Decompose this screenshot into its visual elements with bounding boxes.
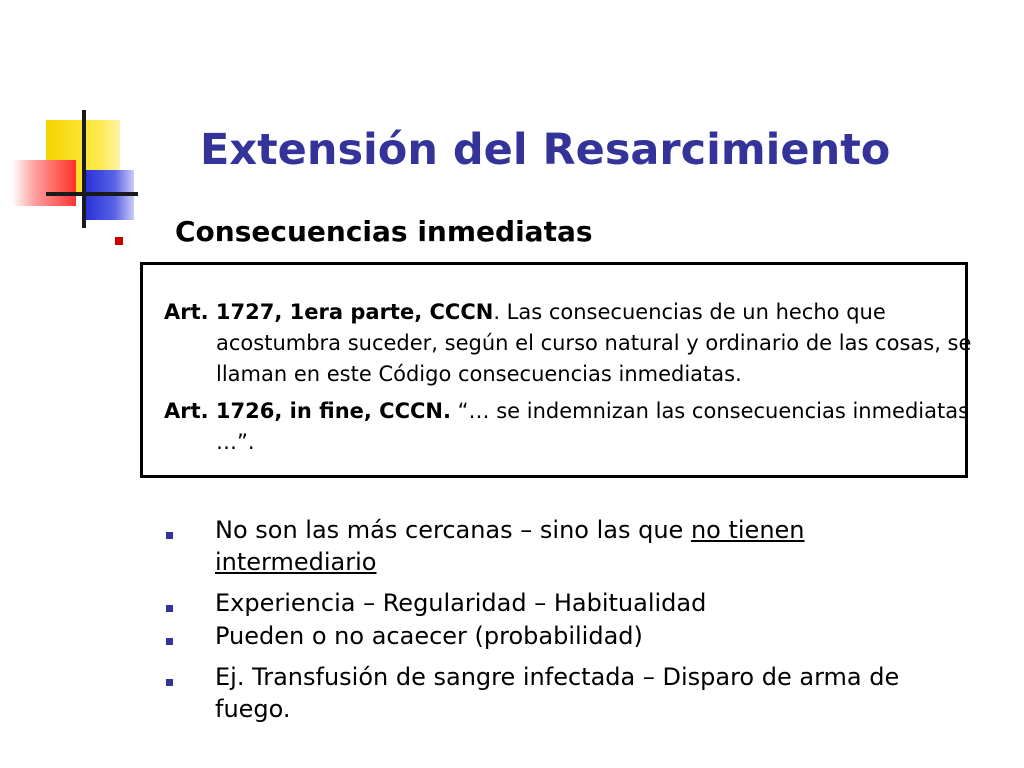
list-item (160, 620, 960, 652)
subheading: Consecuencias inmediatas (175, 215, 593, 248)
blue-square-bullet-icon (166, 605, 173, 612)
blue-square-bullet-icon (166, 638, 173, 645)
list-item (160, 587, 960, 619)
bullet-underlined-text: no tienen intermediario (215, 516, 805, 576)
slide-title: Extensión del Resarcimiento (200, 125, 891, 175)
blue-square-bullet-icon (166, 679, 173, 686)
colored-squares-logo-icon (0, 0, 150, 240)
bullet-text: Experiencia – Regularidad – Habitualidad (215, 589, 707, 617)
logo-vertical-line (82, 110, 86, 228)
list-item (160, 514, 960, 578)
article-reference: Art. 1727, 1era parte, CCCN (164, 300, 494, 324)
article-quote (164, 297, 1006, 390)
article-reference: Art. 1726, in fine, CCCN. (164, 399, 451, 423)
logo-horizontal-line (46, 192, 138, 196)
article-text: . Las consecuencias de un hecho que acostumbra suceder, según el curso natural y ordinario de las cosas, se llaman en este Código consecuencias inmediatas. (216, 300, 972, 386)
bullet-list (160, 514, 960, 734)
bullet-text: Ej. Transfusión de sangre infectada – Disparo de arma de fuego. (215, 663, 900, 723)
bullet-text: No son las más cercanas – sino las que (215, 516, 691, 544)
bullet-text: Pueden o no acaecer (probabilidad) (215, 622, 643, 650)
red-square-bullet-icon (115, 237, 123, 245)
article-text: “… se indemnizan las consecuencias inmediatas …”. (216, 399, 970, 454)
red-square (12, 160, 76, 206)
blue-square-bullet-icon (166, 532, 173, 539)
list-item (160, 661, 960, 725)
article-quote (164, 396, 1006, 458)
